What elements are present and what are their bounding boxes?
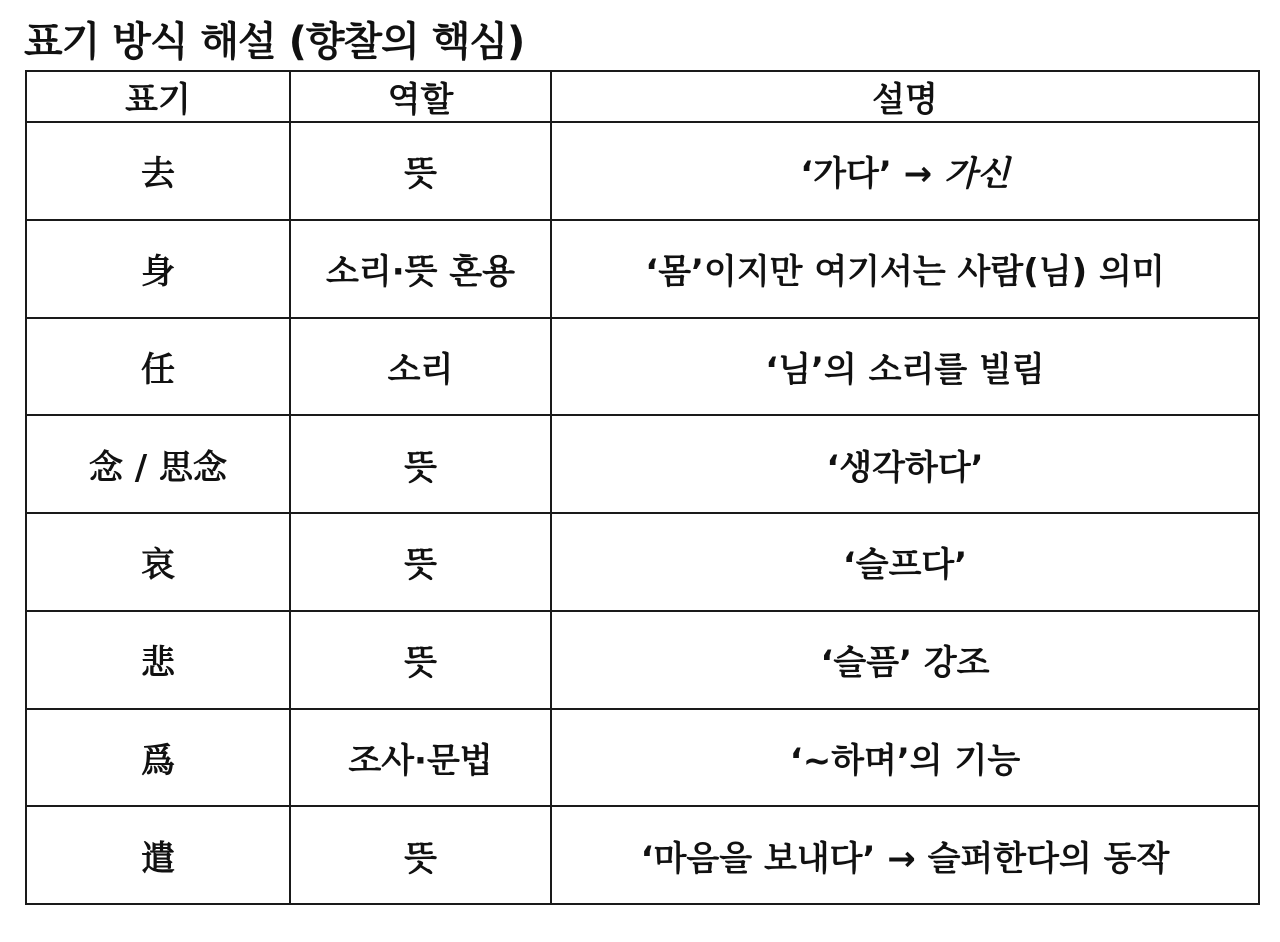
explanation-italic-text: 가신 bbox=[943, 154, 1010, 195]
page-title: 표기 방식 해설 (향찰의 핵심) bbox=[24, 19, 525, 65]
cell-role: 소리 bbox=[290, 318, 551, 416]
cell-notation: 悲 bbox=[26, 611, 290, 709]
header-explanation: 설명 bbox=[551, 71, 1259, 122]
header-role: 역할 bbox=[290, 71, 551, 122]
cell-notation: 哀 bbox=[26, 513, 290, 611]
table-row bbox=[26, 806, 1259, 904]
cell-role: 뜻 bbox=[290, 806, 551, 904]
explanation-text: ‘생각하다’ bbox=[826, 447, 984, 488]
cell-notation: 爲 bbox=[26, 709, 290, 807]
cell-explanation bbox=[551, 806, 1259, 904]
explanation-text: ‘마음을 보내다’ → 슬퍼한다의 동작 bbox=[640, 838, 1170, 879]
cell-explanation bbox=[551, 220, 1259, 318]
table-row bbox=[26, 513, 1259, 611]
cell-explanation bbox=[551, 122, 1259, 220]
header-notation: 표기 bbox=[26, 71, 290, 122]
cell-explanation bbox=[551, 611, 1259, 709]
table-row bbox=[26, 220, 1259, 318]
cell-role: 조사·문법 bbox=[290, 709, 551, 807]
cell-role: 뜻 bbox=[290, 611, 551, 709]
explanation-text: ‘몸’이지만 여기서는 사람(님) 의미 bbox=[645, 252, 1165, 293]
table-row bbox=[26, 415, 1259, 513]
notation-table bbox=[25, 70, 1260, 905]
table-row bbox=[26, 318, 1259, 416]
explanation-text: ‘~하며’의 기능 bbox=[789, 740, 1021, 781]
table-header-row bbox=[26, 71, 1259, 122]
explanation-text: ‘슬프다’ bbox=[842, 545, 968, 586]
cell-notation: 去 bbox=[26, 122, 290, 220]
cell-role: 뜻 bbox=[290, 122, 551, 220]
cell-notation: 遣 bbox=[26, 806, 290, 904]
table-row bbox=[26, 122, 1259, 220]
explanation-text: ‘슬픔’ 강조 bbox=[820, 643, 990, 684]
cell-explanation bbox=[551, 415, 1259, 513]
cell-role: 뜻 bbox=[290, 513, 551, 611]
cell-notation: 任 bbox=[26, 318, 290, 416]
cell-explanation bbox=[551, 318, 1259, 416]
cell-explanation bbox=[551, 709, 1259, 807]
explanation-text: ‘님’의 소리를 빌림 bbox=[765, 349, 1045, 390]
table-row bbox=[26, 709, 1259, 807]
cell-role: 뜻 bbox=[290, 415, 551, 513]
cell-role: 소리·뜻 혼용 bbox=[290, 220, 551, 318]
cell-explanation bbox=[551, 513, 1259, 611]
table-row bbox=[26, 611, 1259, 709]
cell-notation: 念 / 思念 bbox=[26, 415, 290, 513]
cell-notation: 身 bbox=[26, 220, 290, 318]
explanation-text: ‘가다’ → bbox=[800, 154, 944, 195]
